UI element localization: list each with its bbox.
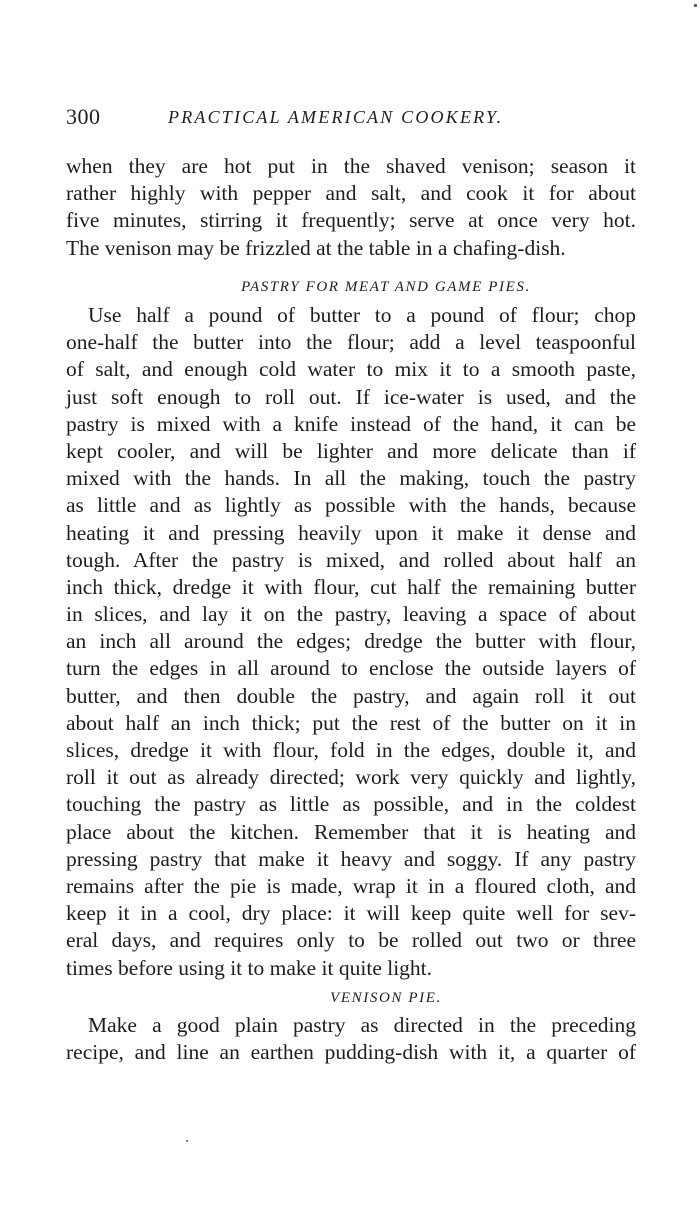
text-line: The venison may be frizzled at the table in a chafing-dish. (66, 235, 566, 260)
text-line: keep it in a cool, dry place: it will keep quite well for sev- (66, 901, 636, 926)
text-line: tough. After the pastry is mixed, and rolled about half an (66, 547, 636, 572)
text-line: place about the kitchen. Remember that it is heating and (66, 819, 636, 844)
page-number: 300 (66, 104, 101, 129)
text-line: butter, and then double the pastry, and again roll it out (66, 683, 636, 708)
text-line: mixed with the hands. In all the making, touch the pastry (66, 466, 636, 491)
text-line: about half an inch thick; put the rest of the butter on it in (66, 710, 636, 735)
pastry-recipe-text (66, 302, 636, 982)
text-line: heating it and pressing heavily upon it make it dense and (66, 520, 636, 545)
text-line: roll it out as already directed; work very quickly and lightly, (66, 765, 636, 790)
text-line: one-half the butter into the flour; add a level teaspoonful (66, 330, 636, 355)
text-line: eral days, and requires only to be rolled out two or three (66, 928, 636, 953)
text-line: recipe, and line an earthen pudding-dish with it, a quarter of (66, 1040, 636, 1065)
text-line: Make a good plain pastry as directed in the preceding (88, 1013, 636, 1037)
text-line: slices, dredge it with flour, fold in the edges, double it, and (66, 738, 636, 762)
text-line: rather highly with pepper and salt, and cook it for about (66, 181, 636, 206)
section-heading-venison-pie: VENISON PIE. (330, 990, 442, 1006)
text-line: times before using it to make it quite light. (66, 955, 433, 980)
text-line: in slices, and lay it on the pastry, leaving a space of about (66, 602, 636, 627)
text-line: Use half a pound of butter to a pound of flour; chop (88, 303, 636, 327)
section-heading-pastry: PASTRY FOR MEAT AND GAME PIES. (241, 279, 531, 295)
book-title: PRACTICAL AMERICAN COOKERY. (168, 107, 504, 127)
text-line: as little and as lightly as possible with the hands, because (66, 493, 636, 518)
text-line: when they are hot put in the shaved venison; season it (66, 154, 636, 178)
continued-recipe-text (66, 153, 636, 262)
text-line: of salt, and enough cold water to mix it to a smooth paste, (66, 357, 636, 382)
text-line: just soft enough to roll out. If ice-water is used, and the (66, 384, 636, 409)
venison-pie-recipe-text (66, 1012, 636, 1066)
text-line: remains after the pie is made, wrap it in a floured cloth, and (66, 873, 636, 898)
text-line: turn the edges in all around to enclose the outside layers of (66, 656, 636, 681)
text-line: kept cooler, and will be lighter and more delicate than if (66, 438, 636, 463)
paper-speck (186, 1140, 188, 1142)
paper-speck (694, 4, 697, 7)
text-line: inch thick, dredge it with flour, cut half the remaining butter (66, 574, 636, 599)
text-line: touching the pastry as little as possible, and in the coldest (66, 792, 636, 817)
text-line: pressing pastry that make it heavy and soggy. If any pastry (66, 846, 636, 871)
text-line: pastry is mixed with a knife instead of the hand, it can be (66, 411, 636, 436)
running-head (66, 104, 646, 130)
text-line: an inch all around the edges; dredge the butter with flour, (66, 629, 636, 654)
text-line: five minutes, stirring it frequently; serve at once very hot. (66, 208, 636, 233)
